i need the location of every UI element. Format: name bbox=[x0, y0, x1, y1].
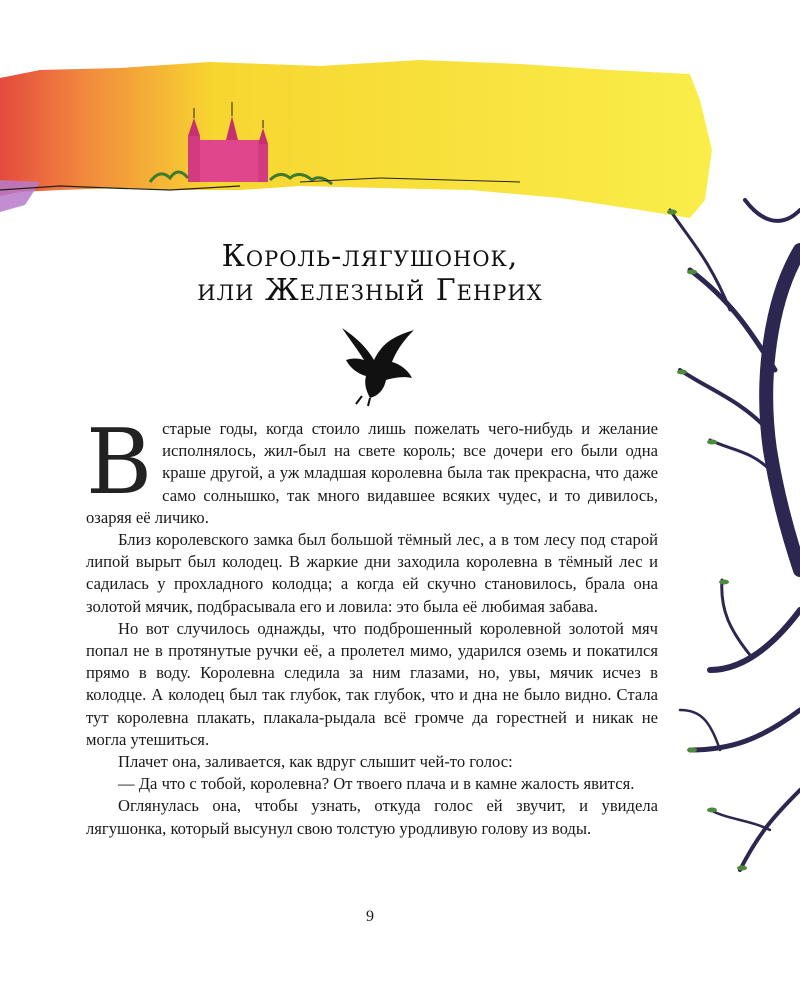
paragraph-2: Близ королевского замка был большой тёмный лес, а в том лесу под старой липой вырыт был колодец. В жаркие дни заходила королевна в тёмный лес и садилась у прохладного колодца; а когда ей скучно становилось, брала она золотой мячик, подбрасывала его и ловила: это была её любимая забава. bbox=[86, 530, 658, 616]
page-number: 9 bbox=[366, 908, 374, 925]
paragraph-5: — Да что с тобой, королевна? От твоего плача и в камне жалость явится. bbox=[118, 774, 635, 794]
watercolor-castle-banner bbox=[0, 40, 720, 230]
story-title-line2: или Железный Генрих bbox=[197, 273, 543, 308]
drop-cap: В bbox=[86, 410, 153, 515]
story-text bbox=[86, 410, 658, 840]
paragraph-4: Плачет она, заливается, как вдруг слышит чей-то голос: bbox=[118, 752, 513, 772]
paragraph-3: Но вот случилось однажды, что подброшенный королевной золотой мяч попал не в протянутые ручки её, а пролетел мимо, ударился оземь и покатился прямо в воду. Королевна следила за ним глазами, но, увы, мячик исчез в колодце. А колодец был так глубок, так глубок, что и дна не было видно. Стала тут королевна плакать, плакала-рыдала всё громче да горестней и никак не могла утешиться. bbox=[86, 618, 658, 749]
paragraph-1: В старые годы, когда стоило лишь пожелать чего-нибудь и желание исполнялось, жил-был на свете король; все дочери его были одна краше другой, а уж младшая королевна была так прекрасна, что даже само солнышко, так много видавшее всяких чудес, и то дивилось, озаряя её личико. bbox=[86, 410, 658, 527]
paragraph-6: Оглянулась она, чтобы узнать, откуда голос ей звучит, и увидела лягушонка, который высунул свою толстую уродливую голову из воды. bbox=[86, 796, 658, 838]
crow-icon bbox=[322, 318, 432, 408]
story-title-line1: Король-лягушонок, bbox=[221, 239, 519, 274]
